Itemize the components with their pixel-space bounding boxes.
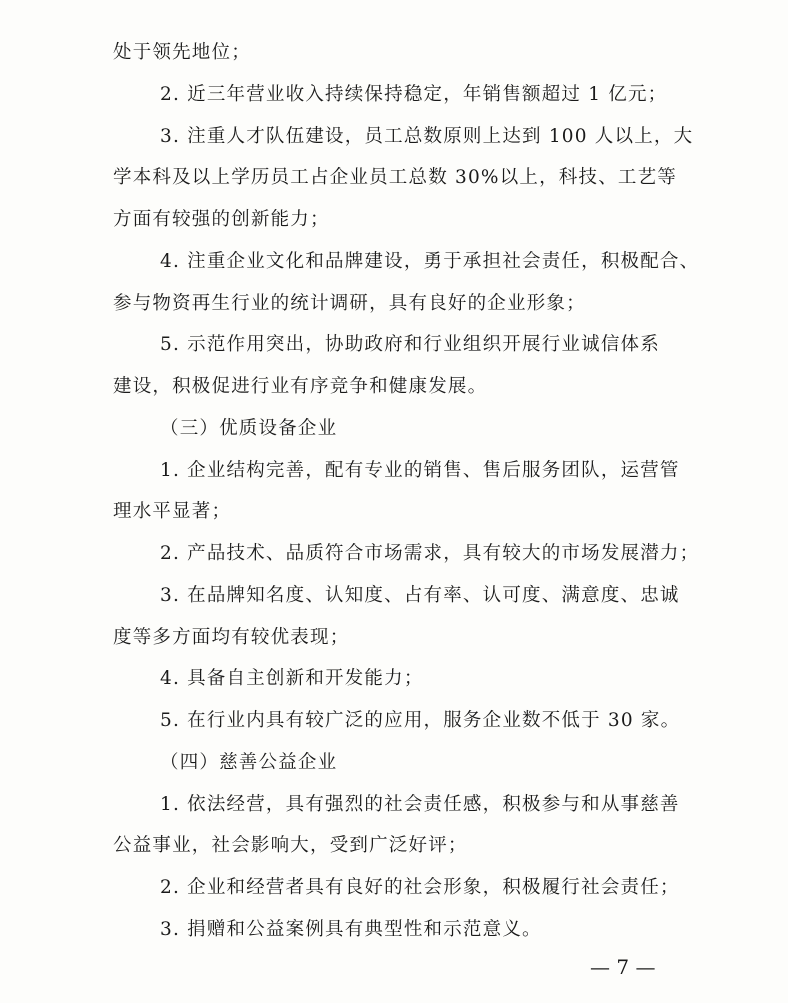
text-line: 2. 产品技术、品质符合市场需求，具有较大的市场发展潜力； [160, 543, 700, 564]
text-line: 4. 注重企业文化和品牌建设，勇于承担社会责任，积极配合、 [160, 251, 700, 272]
text-line: 3. 在品牌知名度、认知度、占有率、认可度、满意度、忠诚 [160, 585, 680, 606]
page-number: — 7 — [590, 955, 656, 979]
text-line: 2. 企业和经营者具有良好的社会形象，积极履行社会责任； [160, 877, 680, 898]
text-line: 5. 在行业内具有较广泛的应用，服务企业数不低于 30 家。 [160, 710, 681, 731]
text-line: 4. 具备自主创新和开发能力； [160, 668, 424, 689]
section-heading: （四）慈善公益企业 [160, 752, 338, 773]
text-line: 方面有较强的创新能力； [113, 209, 330, 230]
text-line: 建设，积极促进行业有序竞争和健康发展。 [113, 376, 488, 397]
text-line: 学本科及以上学历员工占企业员工总数 30%以上，科技、工艺等 [113, 167, 678, 188]
text-line: 度等多方面均有较优表现； [113, 627, 350, 648]
text-line: 处于领先地位； [113, 42, 251, 63]
section-heading: （三）优质设备企业 [160, 418, 338, 439]
text-line: 3. 捐赠和公益案例具有典型性和示范意义。 [160, 919, 542, 940]
text-line: 5. 示范作用突出，协助政府和行业组织开展行业诚信体系 [160, 334, 660, 355]
text-line: 公益事业，社会影响大，受到广泛好评； [113, 835, 468, 856]
text-line: 3. 注重人才队伍建设，员工总数原则上达到 100 人以上，大 [160, 126, 694, 147]
text-line: 参与物资再生行业的统计调研，具有良好的企业形象； [113, 293, 586, 314]
text-line: 1. 企业结构完善，配有专业的销售、售后服务团队，运营管 [160, 460, 680, 481]
text-line: 1. 依法经营，具有强烈的社会责任感，积极参与和从事慈善 [160, 794, 680, 815]
text-line: 理水平显著； [113, 501, 232, 522]
text-line: 2. 近三年营业收入持续保持稳定，年销售额超过 1 亿元； [160, 84, 668, 105]
